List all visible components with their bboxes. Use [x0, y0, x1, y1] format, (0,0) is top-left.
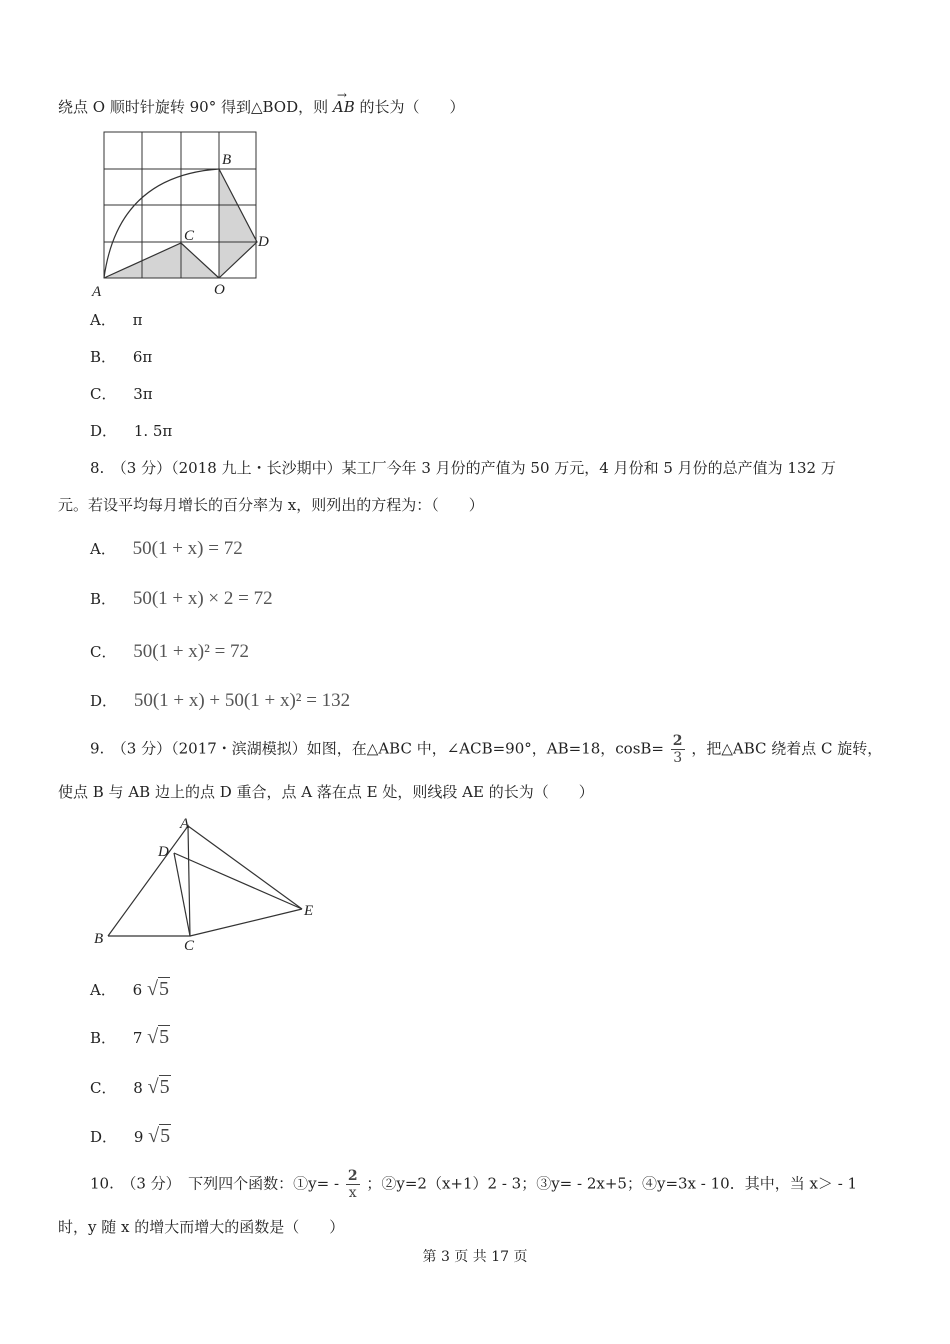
fraction-denominator: 3	[673, 750, 683, 766]
option-letter: D．	[90, 692, 118, 710]
option-letter: D．	[90, 1128, 118, 1146]
q9-label-d: D	[158, 844, 169, 860]
q9-triangle-edges	[108, 826, 302, 936]
option-text: 3π	[133, 385, 153, 403]
option-letter: B．	[90, 590, 117, 608]
q10-fraction	[346, 1168, 360, 1201]
radicand: 5	[160, 1125, 171, 1147]
option-letter: A．	[90, 540, 116, 558]
sqrt-symbol: √5	[146, 978, 169, 1000]
q9-option-c[interactable]	[90, 1076, 171, 1099]
q9-cos-fraction	[671, 733, 685, 766]
q7-stem-end: 的长为（ ）	[359, 98, 465, 116]
q7-shade-right	[219, 169, 257, 278]
q7-option-b[interactable]	[90, 346, 152, 368]
q9-label-c: C	[184, 938, 195, 954]
option-coefficient: 8	[133, 1079, 143, 1097]
q7-label-c: C	[184, 228, 195, 244]
q8-option-b[interactable]	[90, 588, 273, 610]
q7-label-o: O	[214, 282, 225, 298]
option-coefficient: 6	[132, 981, 143, 999]
option-text: 6π	[132, 348, 153, 366]
q9-label-e: E	[304, 903, 314, 919]
q8-stem-line1: 8. （3 分）（2018 九上・长沙期中）某工厂今年 3 月份的产值为 50 万元，4 月份和 5 月份的总产值为 132 万	[90, 459, 836, 477]
q7-label-d: D	[258, 234, 269, 250]
q9-stem-part-a: 9. （3 分）（2017・滨湖模拟）如图，在△ABC 中，∠ACB=90°，AB=18，cosB=	[90, 739, 665, 758]
radicand: 5	[158, 978, 169, 1000]
q8-stem-line2: 元。若设平均每月增长的百分率为 x，则列出的方程为：（ ）	[58, 496, 484, 514]
q7-option-a[interactable]	[90, 309, 142, 331]
q8-option-a[interactable]	[90, 538, 243, 560]
option-text: 1. 5π	[133, 422, 173, 440]
radicand: 5	[159, 1026, 170, 1048]
q9-option-a[interactable]	[90, 978, 170, 1001]
q7-label-a: A	[92, 284, 102, 300]
option-text: π	[132, 311, 143, 329]
option-letter: B．	[90, 1029, 117, 1047]
fraction-numerator: 2	[347, 1168, 358, 1184]
q7-arc-label: → AB	[333, 96, 355, 118]
q9-figure	[88, 812, 328, 954]
q7-figure	[88, 128, 278, 300]
option-formula: 50(1 + x)² = 72	[133, 641, 250, 662]
q10-stem-line2: 时，y 随 x 的增大而增大的函数是（ ）	[58, 1218, 345, 1236]
q10-stem-line1	[90, 1168, 857, 1201]
option-letter: B．	[90, 348, 117, 366]
option-formula: 50(1 + x) × 2 = 72	[132, 588, 273, 609]
q9-option-d[interactable]	[90, 1125, 171, 1148]
q9-stem-line2: 使点 B 与 AB 边上的点 D 重合，点 A 落在点 E 处，则线段 AE 的长为（ ）	[58, 783, 594, 801]
q7-label-b: B	[222, 152, 232, 168]
fraction-denominator: x	[348, 1185, 357, 1201]
option-coefficient: 7	[132, 1029, 143, 1047]
q9-label-b: B	[94, 931, 104, 947]
q8-option-d[interactable]	[90, 690, 350, 712]
option-formula: 50(1 + x) = 72	[132, 538, 243, 559]
option-letter: A．	[90, 981, 116, 999]
q10-stem-part-b: ；②y=2（x+1）2 - 3；③y= - 2x+5；④y=3x - 10．其中，当 x＞ - 1	[366, 1174, 858, 1193]
option-letter: C．	[90, 385, 117, 403]
q7-option-c[interactable]	[90, 383, 153, 405]
fraction-numerator: 2	[672, 733, 683, 749]
option-letter: C．	[90, 1079, 117, 1097]
q7-stem-tail: 绕点 O 顺时针旋转 90° 得到△BOD，则	[58, 98, 329, 116]
q8-option-c[interactable]	[90, 641, 249, 663]
sqrt-symbol: √5	[147, 1026, 170, 1048]
q9-label-a: A	[180, 816, 190, 832]
q9-option-b[interactable]	[90, 1026, 170, 1049]
option-letter: C．	[90, 643, 117, 661]
q9-stem-line1	[90, 733, 882, 766]
q7-option-d[interactable]	[90, 420, 172, 442]
q10-stem-part-a: 10. （3 分） 下列四个函数：①y= -	[90, 1174, 340, 1193]
q7-stem	[58, 96, 465, 118]
option-coefficient: 9	[133, 1128, 144, 1146]
option-letter: A．	[90, 311, 116, 329]
radicand: 5	[159, 1076, 170, 1098]
sqrt-symbol: √5	[148, 1125, 171, 1147]
option-formula: 50(1 + x) + 50(1 + x)² = 132	[133, 690, 351, 711]
q9-stem-part-b: ，把△ABC 绕着点 C 旋转，	[691, 739, 883, 758]
option-letter: D．	[90, 422, 118, 440]
page-footer: 第 3 页 共 17 页	[422, 1249, 528, 1265]
sqrt-symbol: √5	[147, 1076, 170, 1098]
